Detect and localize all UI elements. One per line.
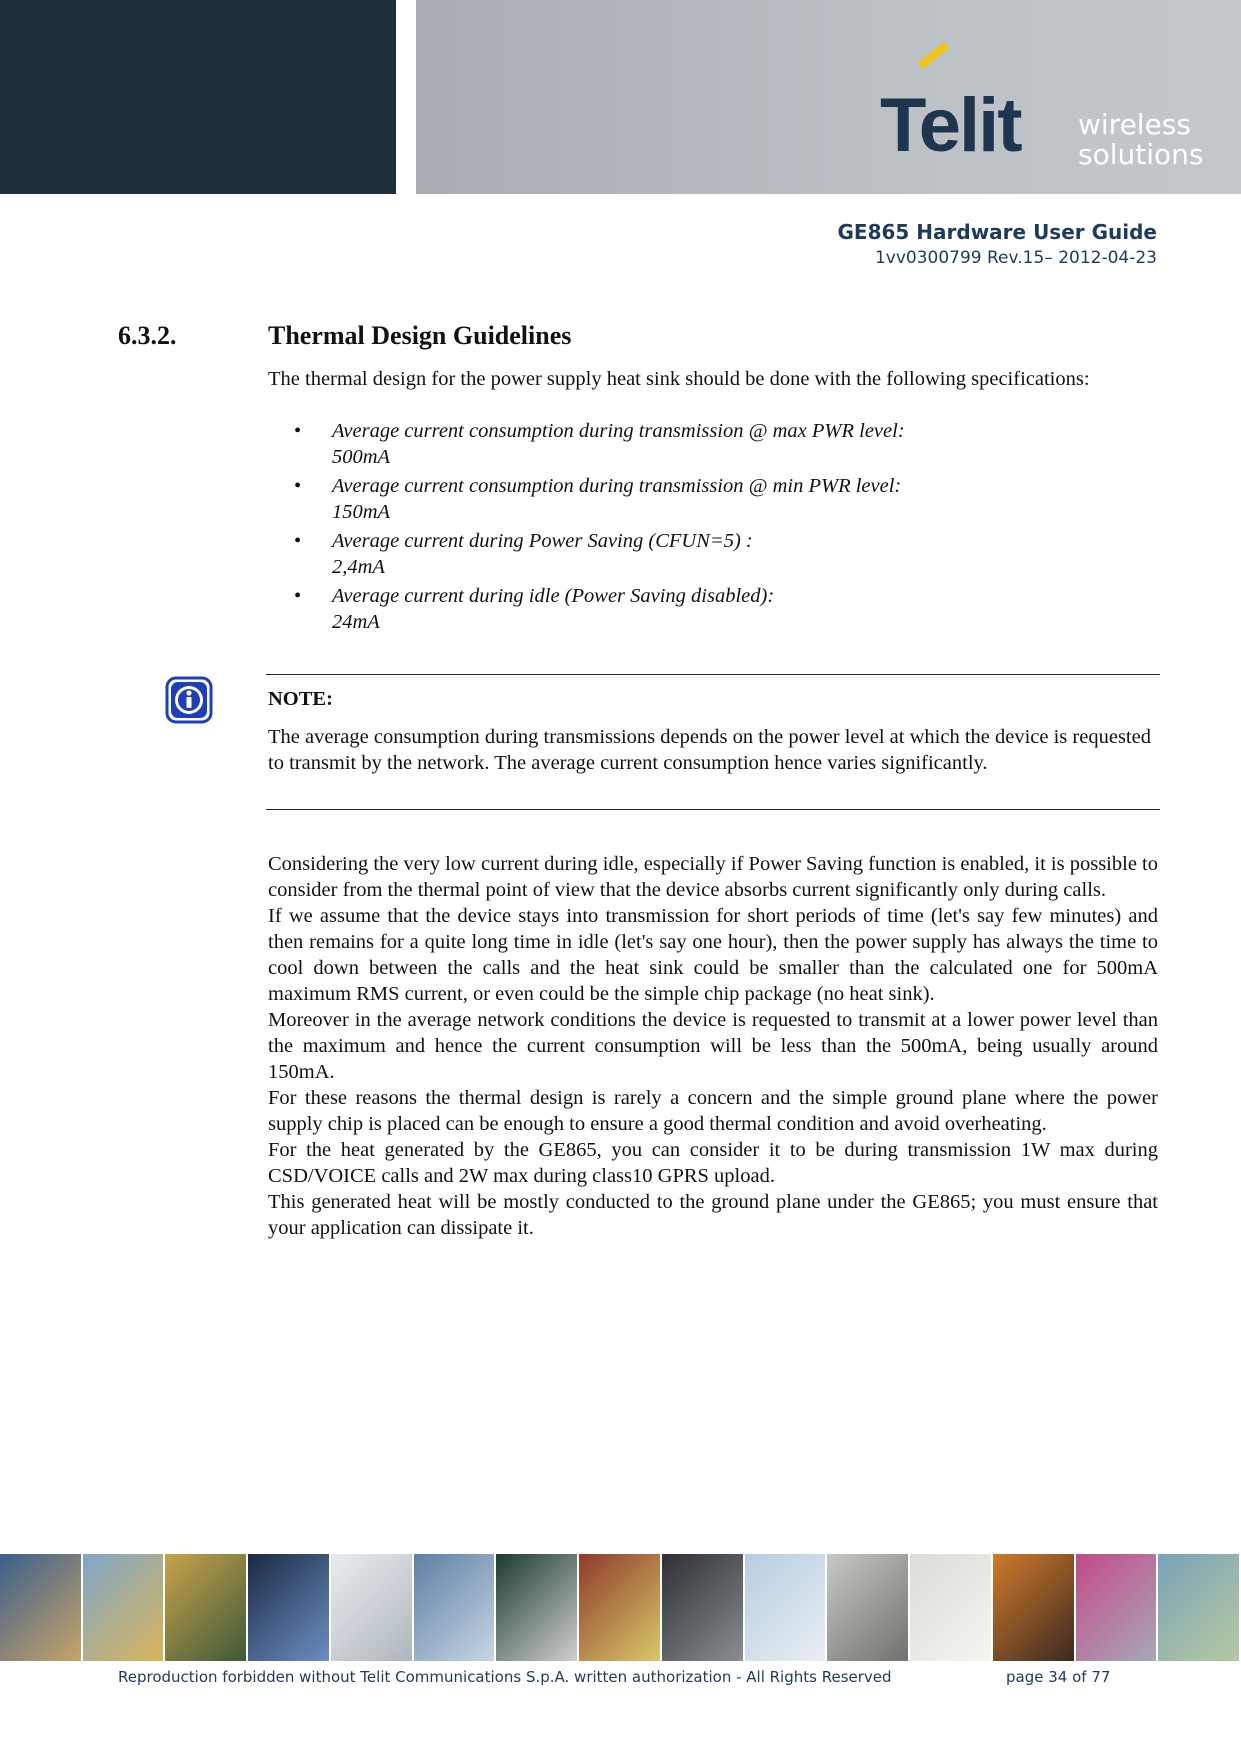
footer-photo <box>910 1554 993 1661</box>
list-item <box>268 473 1158 525</box>
body-text <box>268 851 1158 1241</box>
bullet-icon: • <box>294 530 302 552</box>
document-title: GE865 Hardware User Guide <box>837 220 1157 244</box>
footer-photo <box>0 1554 83 1661</box>
list-item <box>268 528 1158 580</box>
list-item-value: 150mA <box>332 501 391 523</box>
list-item-label: Average current consumption during transmission @ max PWR level: <box>332 420 905 442</box>
logo-wordmark: Telit <box>880 83 1021 168</box>
footer-copyright: Reproduction forbidden without Telit Communications S.p.A. written authorization - All Rights Reserved <box>118 1668 892 1686</box>
note-box <box>268 686 1158 776</box>
footer-photo <box>1076 1554 1159 1661</box>
paragraph: For these reasons the thermal design is rarely a concern and the simple ground plane where the power supply chip is placed can be enough to ensure a good thermal condition and avoid overheating. <box>268 1087 1158 1135</box>
section-title: Thermal Design Guidelines <box>268 321 572 350</box>
bullet-icon: • <box>294 475 302 497</box>
document-revision: 1vv0300799 Rev.15– 2012-04-23 <box>874 248 1157 268</box>
page-number: page 34 of 77 <box>1006 1668 1111 1686</box>
list-item-value: 24mA <box>332 611 380 633</box>
bullet-icon: • <box>294 420 302 442</box>
footer-photo <box>248 1554 331 1661</box>
note-bottom-divider <box>266 809 1160 810</box>
logo-tagline <box>1078 110 1203 170</box>
footer-photo <box>414 1554 497 1661</box>
paragraph: Considering the very low current during idle, especially if Power Saving function is enabled, it is possible to consider from the thermal point of view that the device absorbs current significantly only during calls. <box>268 853 1158 901</box>
footer-photo <box>579 1554 662 1661</box>
footer-photo <box>83 1554 166 1661</box>
logo-tagline-line-1: wireless <box>1078 108 1191 141</box>
bullet-icon: • <box>294 585 302 607</box>
footer-photo <box>331 1554 414 1661</box>
paragraph: This generated heat will be mostly conducted to the ground plane under the GE865; you must ensure that your application can dissipate it. <box>268 1191 1158 1239</box>
specification-list <box>268 418 1158 638</box>
section-intro: The thermal design for the power supply heat sink should be done with the following specifications: <box>268 368 1090 390</box>
paragraph: Moreover in the average network conditions the device is requested to transmit at a lower power level than the maximum and hence the current consumption will be less than the 500mA, being usually around 150mA. <box>268 1009 1158 1083</box>
info-icon <box>165 676 213 724</box>
paragraph: For the heat generated by the GE865, you can consider it to be during transmission 1W max during CSD/VOICE calls and 2W max during class10 GPRS upload. <box>268 1139 1158 1187</box>
list-item-label: Average current during Power Saving (CFUN=5) : <box>332 530 753 552</box>
telit-logo <box>880 62 1220 172</box>
footer-photo <box>496 1554 579 1661</box>
list-item-value: 2,4mA <box>332 556 385 578</box>
section-number: 6.3.2. <box>118 321 177 350</box>
note-text: The average consumption during transmissions depends on the power level at which the device is requested to transmit by the network. The average current consumption hence varies significantly. <box>268 726 1151 774</box>
footer-photo <box>745 1554 828 1661</box>
list-item-value: 500mA <box>332 446 391 468</box>
list-item-label: Average current consumption during transmission @ min PWR level: <box>332 475 902 497</box>
footer-photo <box>993 1554 1076 1661</box>
header-dark-panel <box>0 0 396 194</box>
logo-tagline-line-2: solutions <box>1078 138 1204 171</box>
list-item <box>268 583 1158 635</box>
note-heading: NOTE: <box>268 688 333 710</box>
footer-photo <box>662 1554 745 1661</box>
footer-photo <box>165 1554 248 1661</box>
paragraph: If we assume that the device stays into transmission for short periods of time (let's say few minutes) and then remains for a quite long time in idle (let's say one hour), then the power supply has always the time to cool down between the calls and the heat sink could be smaller than the calculated one for 500mA maximum RMS current, or even could be the simple chip package (no heat sink). <box>268 905 1158 1005</box>
footer-photo <box>827 1554 910 1661</box>
list-item-label: Average current during idle (Power Saving disabled): <box>332 585 775 607</box>
footer-photo-strip <box>0 1554 1241 1661</box>
note-top-divider <box>266 674 1160 675</box>
list-item <box>268 418 1158 470</box>
footer-photo <box>1158 1554 1241 1661</box>
